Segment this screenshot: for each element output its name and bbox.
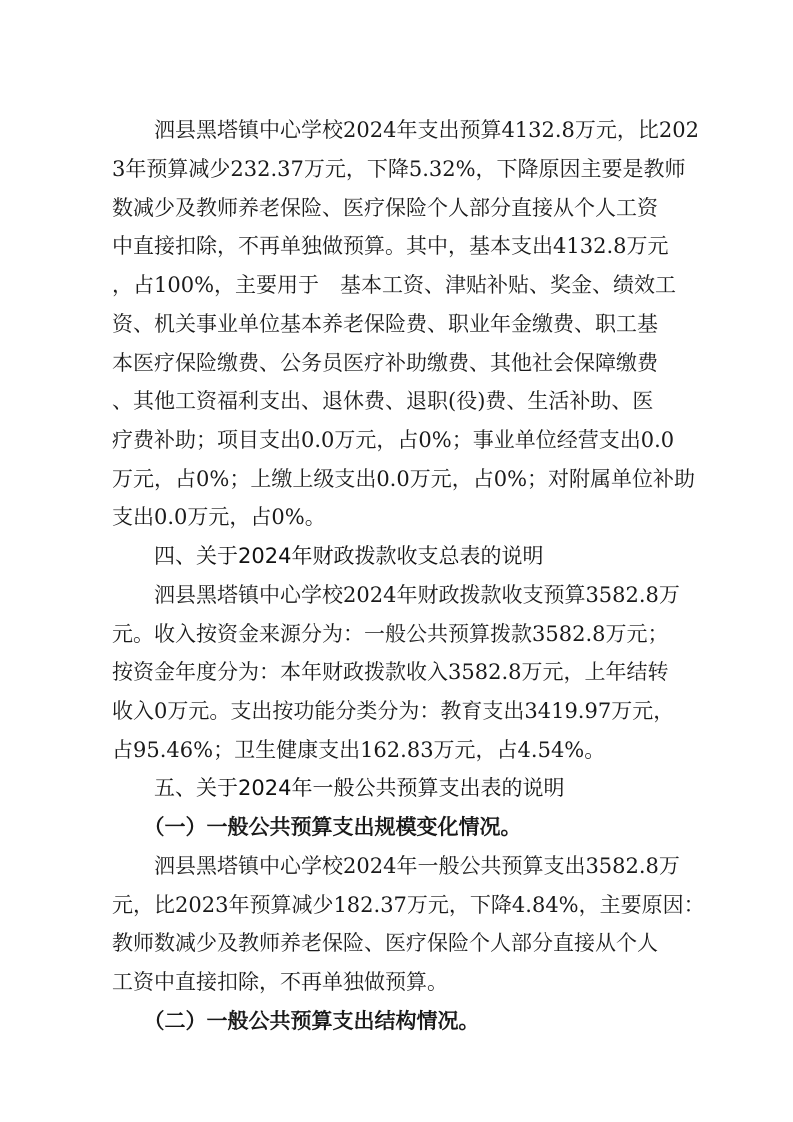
paragraph-line: 占95.46%；卫生健康支出162.83万元，占4.54%。 xyxy=(112,738,606,762)
paragraph-line: 、其他工资福利支出、退休费、退职(役)费、生活补助、医 xyxy=(112,389,654,413)
paragraph-line: 数减少及教师养老保险、医疗保险个人部分直接从个人工资 xyxy=(112,196,658,220)
paragraph-line: 按资金年度分为：本年财政拨款收入3582.8万元，上年结转 xyxy=(112,660,669,684)
paragraph-line: 3年预算减少232.37万元，下降5.32%，下降原因主要是教师 xyxy=(112,157,686,181)
paragraph-line: ，占100%，主要用于 基本工资、津贴补贴、奖金、绩效工 xyxy=(112,273,677,297)
section-heading-4: 四、关于2024年财政拨款收支总表的说明 xyxy=(112,544,544,568)
paragraph-line: 万元，占0%；上缴上级支出0.0万元，占0%；对附属单位补助 xyxy=(112,467,696,491)
paragraph-line: 教师数减少及教师养老保险、医疗保险个人部分直接从个人 xyxy=(112,931,658,955)
paragraph-line: 元，比2023年预算减少182.37万元，下降4.84%，主要原因： xyxy=(112,893,705,917)
section-heading-5: 五、关于2024年一般公共预算支出表的说明 xyxy=(112,776,565,800)
paragraph-line: 泗县黑塔镇中心学校2024年财政拨款收支预算3582.8万 xyxy=(112,583,680,607)
paragraph-line: 元。收入按资金来源分为：一般公共预算拨款3582.8万元； xyxy=(112,622,669,646)
subsection-heading-2: （二）一般公共预算支出结构情况。 xyxy=(112,1008,480,1033)
paragraph-line: 泗县黑塔镇中心学校2024年支出预算4132.8万元，比202 xyxy=(112,118,700,142)
paragraph-line: 支出0.0万元，占0%。 xyxy=(112,505,326,529)
subsection-heading-1: （一）一般公共预算支出规模变化情况。 xyxy=(112,814,522,839)
paragraph-line: 泗县黑塔镇中心学校2024年一般公共预算支出3582.8万 xyxy=(112,854,680,878)
paragraph-line: 收入0万元。支出按功能分类分为：教育支出3419.97万元， xyxy=(112,699,675,723)
paragraph-line: 工资中直接扣除，不再单独做预算。 xyxy=(112,970,448,994)
paragraph-line: 资、机关事业单位基本养老保险费、职业年金缴费、职工基 xyxy=(112,312,658,336)
paragraph-line: 本医疗保险缴费、公务员医疗补助缴费、其他社会保障缴费 xyxy=(112,351,658,375)
paragraph-line: 中直接扣除，不再单独做预算。其中，基本支出4132.8万元 xyxy=(112,234,669,258)
paragraph-line: 疗费补助；项目支出0.0万元，占0%；事业单位经营支出0.0 xyxy=(112,428,675,452)
